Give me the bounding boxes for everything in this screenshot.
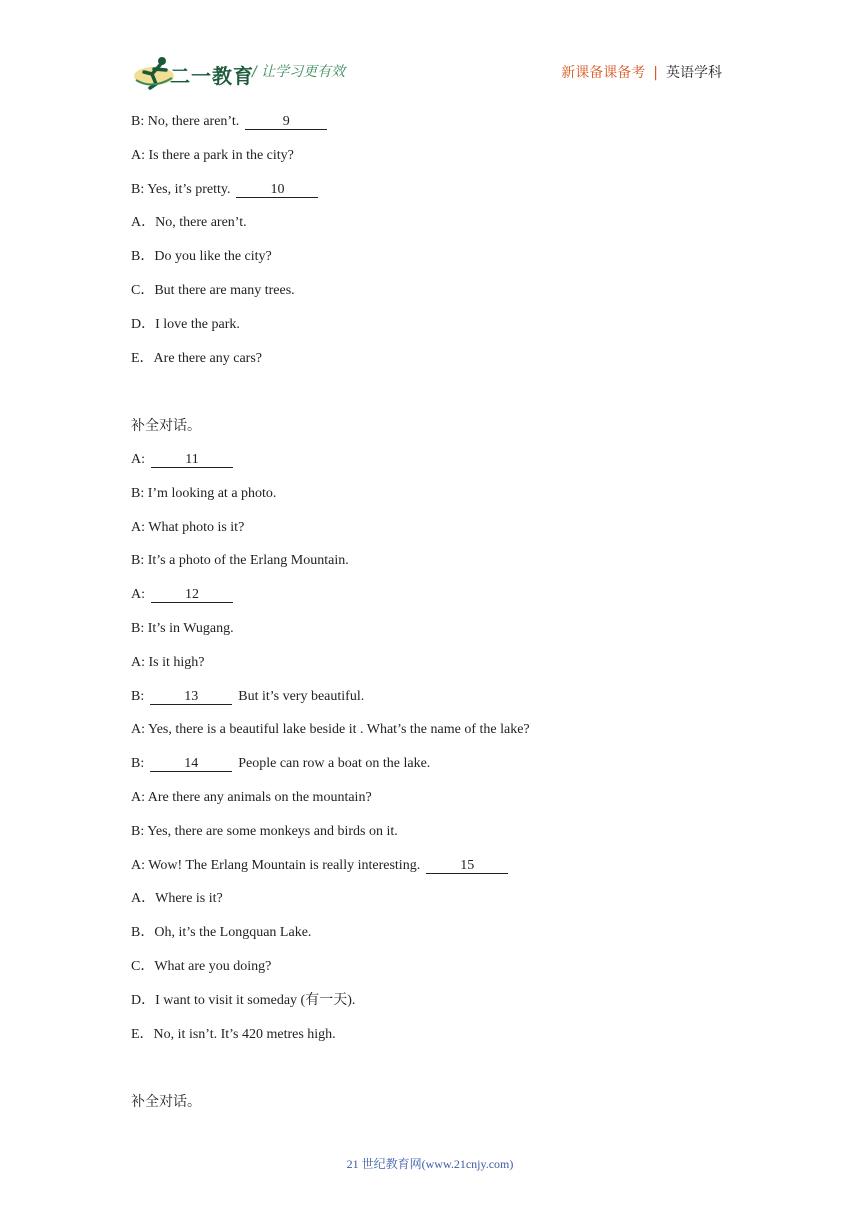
dialogue-line bbox=[131, 857, 731, 891]
header-separator: | bbox=[653, 65, 658, 81]
dialogue-line bbox=[131, 755, 731, 789]
dialogue-line bbox=[131, 113, 731, 147]
option-item: D．I want to visit it someday (有一天). bbox=[131, 992, 356, 1008]
section-title-2: 补全对话。 bbox=[131, 418, 201, 435]
answer-blank[interactable]: 14 bbox=[150, 756, 232, 772]
section-gap bbox=[131, 1059, 731, 1093]
options-block-2 bbox=[131, 890, 731, 1059]
dialogue-text: B: It’s a photo of the Erlang Mountain. bbox=[131, 553, 349, 569]
dialogue-text-after: But it’s very beautiful. bbox=[238, 688, 365, 704]
header-right bbox=[561, 62, 722, 82]
answer-blank[interactable]: 10 bbox=[236, 182, 318, 198]
option-item: B．Oh, it’s the Longquan Lake. bbox=[131, 925, 312, 941]
dialogue-line bbox=[131, 147, 731, 181]
page-footer: 21 世纪教育网(www.21cnjy.com) bbox=[346, 1157, 514, 1171]
dialogue-text: A: What photo is it? bbox=[131, 519, 245, 535]
section-gap bbox=[131, 383, 731, 417]
options-block-1 bbox=[131, 214, 731, 383]
section-title-3: 补全对话。 bbox=[131, 1094, 201, 1111]
option-item: A．Where is it? bbox=[131, 891, 223, 907]
option-item: A．No, there aren’t. bbox=[131, 215, 247, 231]
dialogue-block-1 bbox=[131, 113, 731, 214]
option-item: C．What are you doing? bbox=[131, 958, 272, 974]
dialogue-text: A: Yes, there is a beautiful lake beside it . What’s the name of the lake? bbox=[131, 722, 530, 738]
option-item: E．No, it isn’t. It’s 420 metres high. bbox=[131, 1026, 336, 1042]
dialogue-text: B: No, there aren’t. bbox=[131, 114, 240, 129]
dialogue-block-2 bbox=[131, 451, 731, 890]
dialogue-line bbox=[131, 519, 731, 553]
page-header bbox=[0, 0, 860, 100]
dialogue-line bbox=[131, 789, 731, 823]
option-item: D．I love the park. bbox=[131, 316, 240, 332]
answer-blank[interactable]: 12 bbox=[151, 587, 233, 603]
answer-blank[interactable]: 13 bbox=[150, 689, 232, 705]
dialogue-line bbox=[131, 721, 731, 755]
dialogue-line bbox=[131, 181, 731, 215]
dialogue-text: A: Is there a park in the city? bbox=[131, 147, 294, 163]
dialogue-line bbox=[131, 688, 731, 722]
dialogue-text: A: Are there any animals on the mountain? bbox=[131, 789, 372, 805]
dialogue-line bbox=[131, 586, 731, 620]
option-item: C．But there are many trees. bbox=[131, 282, 295, 298]
dialogue-line bbox=[131, 552, 731, 586]
header-label-course: 新课备课备考 bbox=[561, 65, 646, 81]
dialogue-line bbox=[131, 451, 731, 485]
dialogue-text: A: Is it high? bbox=[131, 654, 205, 670]
dialogue-text: A: bbox=[131, 587, 145, 603]
logo-text: 二一教育 bbox=[170, 64, 254, 88]
header-label-subject: 英语学科 bbox=[666, 65, 722, 81]
dialogue-text: B: bbox=[131, 688, 145, 704]
dialogue-text: B: bbox=[131, 756, 145, 772]
dialogue-text: B: Yes, it’s pretty. bbox=[131, 181, 231, 197]
dialogue-text: A: bbox=[131, 451, 145, 467]
dialogue-text-after: People can row a boat on the lake. bbox=[238, 756, 431, 772]
dialogue-line bbox=[131, 485, 731, 519]
answer-blank[interactable]: 11 bbox=[151, 452, 233, 468]
option-item: E．Are there any cars? bbox=[131, 350, 262, 366]
dialogue-line bbox=[131, 620, 731, 654]
document-body bbox=[131, 113, 731, 1127]
dialogue-text: B: I’m looking at a photo. bbox=[131, 485, 277, 501]
dialogue-text: B: Yes, there are some monkeys and birds on it. bbox=[131, 823, 398, 839]
dialogue-text: A: Wow! The Erlang Mountain is really interesting. bbox=[131, 857, 421, 873]
dialogue-line bbox=[131, 654, 731, 688]
answer-blank[interactable]: 15 bbox=[426, 858, 508, 874]
option-item: B．Do you like the city? bbox=[131, 249, 272, 265]
dialogue-line bbox=[131, 823, 731, 857]
dialogue-text: B: It’s in Wugang. bbox=[131, 620, 234, 636]
answer-blank[interactable]: 9 bbox=[245, 114, 327, 130]
header-slogan: / 让学习更有效 bbox=[252, 64, 346, 80]
